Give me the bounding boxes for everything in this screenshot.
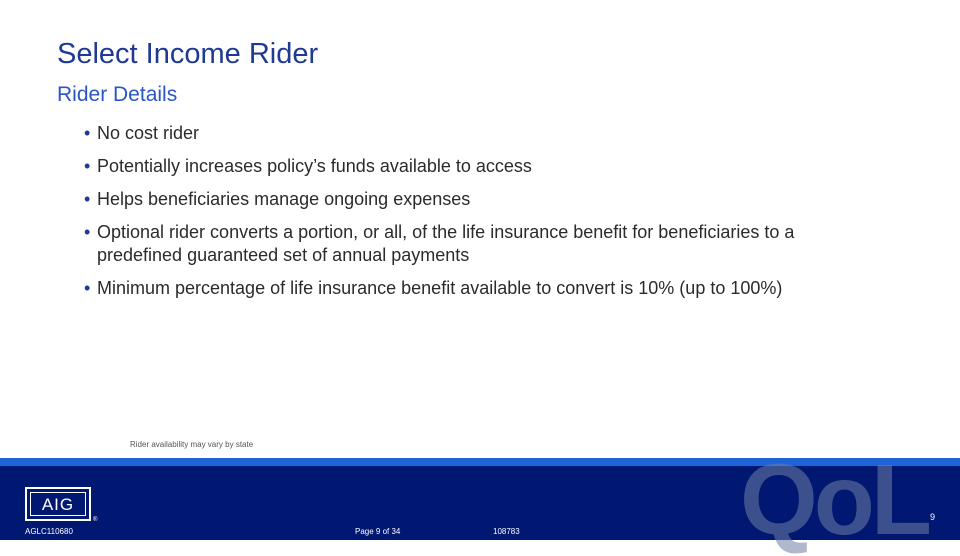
document-number: 108783 xyxy=(493,527,520,536)
slide-number: 9 xyxy=(930,512,936,522)
bullet-text: Optional rider converts a portion, or all, of the life insurance benefit for beneficiaries to a predefined guaranteed set of annual payments xyxy=(97,222,795,265)
bullet-text: Helps beneficiaries manage ongoing expenses xyxy=(97,189,471,209)
bullet-icon: • xyxy=(84,222,91,242)
bullet-list xyxy=(84,122,884,310)
bullet-item xyxy=(84,155,884,178)
bullet-item xyxy=(84,122,884,145)
document-code: AGLC110680 xyxy=(25,527,73,536)
bullet-text: No cost rider xyxy=(97,123,200,143)
bullet-icon: • xyxy=(84,189,91,209)
slide-subtitle: Rider Details xyxy=(57,83,178,106)
aig-logo xyxy=(25,487,91,521)
registered-mark: ® xyxy=(93,517,98,523)
bullet-text: Minimum percentage of life insurance benefit available to convert is 10% (up to 100%) xyxy=(97,278,783,298)
bullet-icon: • xyxy=(84,123,91,143)
bullet-icon: • xyxy=(84,278,91,298)
bullet-item xyxy=(84,188,884,211)
bullet-text: Potentially increases policy’s funds available to access xyxy=(97,156,532,176)
bullet-item xyxy=(84,277,884,300)
slide-title: Select Income Rider xyxy=(57,38,319,70)
availability-note: Rider availability may vary by state xyxy=(130,440,254,449)
qol-watermark: QoL xyxy=(740,444,928,556)
aig-logo-text: AIG xyxy=(41,495,75,514)
page-indicator: Page 9 of 34 xyxy=(355,527,401,536)
bullet-icon: • xyxy=(84,156,91,176)
bullet-item xyxy=(84,221,884,267)
